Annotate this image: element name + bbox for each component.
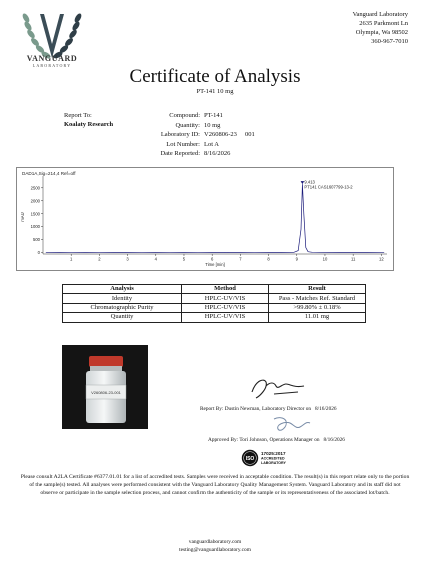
info-row-date-reported — [0, 149, 430, 159]
info-value: Lot A — [204, 140, 219, 148]
chromatogram-chart — [16, 167, 394, 271]
x-tick-label: 2 — [98, 256, 101, 262]
table-row — [63, 313, 366, 322]
info-value: 10 mg — [204, 121, 221, 129]
info-label: Quantity: — [175, 121, 200, 129]
table-cell: 11.01 mg — [269, 313, 366, 322]
footer-website: vanguardlaboratory.com — [188, 539, 242, 545]
approved-by: Approved By: Tori Johnson, Operations Manager on 8/16/2026 — [208, 437, 345, 443]
peak-retention-label: 9.413 — [304, 179, 315, 185]
x-tick-label: 6 — [211, 256, 214, 262]
x-tick-label: 4 — [154, 256, 157, 262]
disclaimer: Please consult A2LA Certificate #6377.01.01 for a list of accredited tests. Samples were received in acceptable condition. The result(s) in this report relate only to the portion of the sample(s) tested. All analyses were performed consistent with the Vanguard Laboratory Quality Management System. Vanguard Laboratory and its staff did not observe or participate in the sample selection process, and cannot confirm the authenticity of the sample or its representativeness of the associated lot/batch. — [20, 474, 410, 496]
x-tick-label: 9 — [295, 256, 298, 262]
lab-address — [353, 10, 408, 46]
vial-photo — [62, 345, 148, 429]
table-cell: Quantity — [63, 313, 182, 322]
logo-sub: LABORATORY — [32, 63, 72, 68]
column-header: Method — [182, 285, 269, 294]
info-value: 8/16/2026 — [204, 150, 231, 158]
info-label: Compound: — [169, 112, 200, 119]
column-header: Analysis — [63, 285, 182, 294]
document-subtitle: PT-141 10 mg — [196, 88, 234, 95]
x-tick-label: 1 — [70, 256, 73, 262]
table-cell: Identity — [63, 294, 182, 303]
lab-name: Vanguard Laboratory — [352, 11, 408, 18]
logo-name: VANGUARD — [26, 54, 78, 63]
signature-tori-johnson — [270, 413, 314, 437]
y-tick-label: 1500 — [30, 211, 40, 217]
report-to-label: Report To: — [64, 112, 92, 119]
iso-line-3: LABORATORY — [261, 461, 286, 465]
chromatogram-trace — [46, 184, 384, 253]
y-tick-label: 2500 — [30, 185, 40, 191]
signature-dustin-newman — [246, 372, 310, 402]
info-row-laboratory-id — [0, 130, 430, 140]
lab-street: 2635 Parkmont Ln — [359, 20, 408, 27]
column-header: Result — [269, 285, 366, 294]
chart-title: DAD1A,Sig=214,4 Ref=off — [22, 171, 76, 176]
report-by: Report By: Dustin Newman, Laboratory Director on 8/16/2026 — [200, 406, 337, 412]
y-tick-label: 500 — [33, 237, 40, 243]
footer — [0, 538, 430, 554]
info-value: PT-141 — [204, 112, 223, 119]
lab-city: Olympia, Wa 98502 — [355, 29, 408, 36]
table-cell: Pass - Matches Ref. Standard — [269, 294, 366, 303]
table-cell: Chromatographic Purity — [63, 303, 182, 312]
x-tick-label: 12 — [379, 256, 384, 262]
vial-cap — [89, 356, 123, 367]
x-tick-label: 11 — [350, 256, 356, 262]
table-header-row — [63, 285, 366, 294]
table-cell: HPLC-UV/VIS — [182, 313, 269, 322]
table-row — [63, 294, 366, 303]
x-tick-label: 8 — [267, 256, 270, 262]
x-tick-label: 7 — [239, 256, 242, 262]
iso-line-2: ACCREDITED — [261, 456, 285, 461]
y-tick-label: 2000 — [30, 198, 40, 204]
iso-mark: ISO — [245, 456, 255, 462]
y-tick-label: 1000 — [30, 224, 40, 230]
report-to-client: Koalaty Research — [64, 121, 114, 128]
peak-compound-label: PT141 CAS1607799-13-2 — [304, 184, 353, 190]
x-tick-label: 10 — [322, 256, 328, 262]
footer-email: testing@vanguardlaboratory.com — [179, 547, 251, 553]
vial-label-text: V260806-23-001 — [91, 390, 121, 395]
table-cell: >99.80% ± 0.18% — [269, 303, 366, 312]
info-label: Lot Number: — [166, 140, 200, 148]
table-cell: HPLC-UV/VIS — [182, 294, 269, 303]
y-axis-label: mAU — [20, 212, 25, 222]
y-tick-label: 0 — [37, 250, 40, 256]
info-value: V260806-23 001 — [204, 131, 255, 139]
info-row-lot-number — [0, 140, 430, 150]
lab-phone: 360-967-7010 — [371, 38, 408, 45]
info-row-quantity — [0, 121, 430, 131]
iso-accreditation-badge-icon — [241, 449, 307, 467]
document-title: Certificate of Analysis — [129, 66, 301, 87]
table-cell: HPLC-UV/VIS — [182, 303, 269, 312]
analysis-table — [62, 284, 366, 323]
x-tick-label: 5 — [182, 256, 186, 262]
x-tick-label: 3 — [126, 256, 129, 262]
info-row-compound — [0, 111, 430, 121]
info-label: Laboratory ID: — [160, 131, 200, 139]
iso-line-1: 17025:2017 — [261, 451, 286, 456]
table-row — [63, 303, 366, 312]
x-axis-label: Time [min] — [205, 262, 225, 267]
info-label: Date Reported: — [160, 150, 200, 158]
